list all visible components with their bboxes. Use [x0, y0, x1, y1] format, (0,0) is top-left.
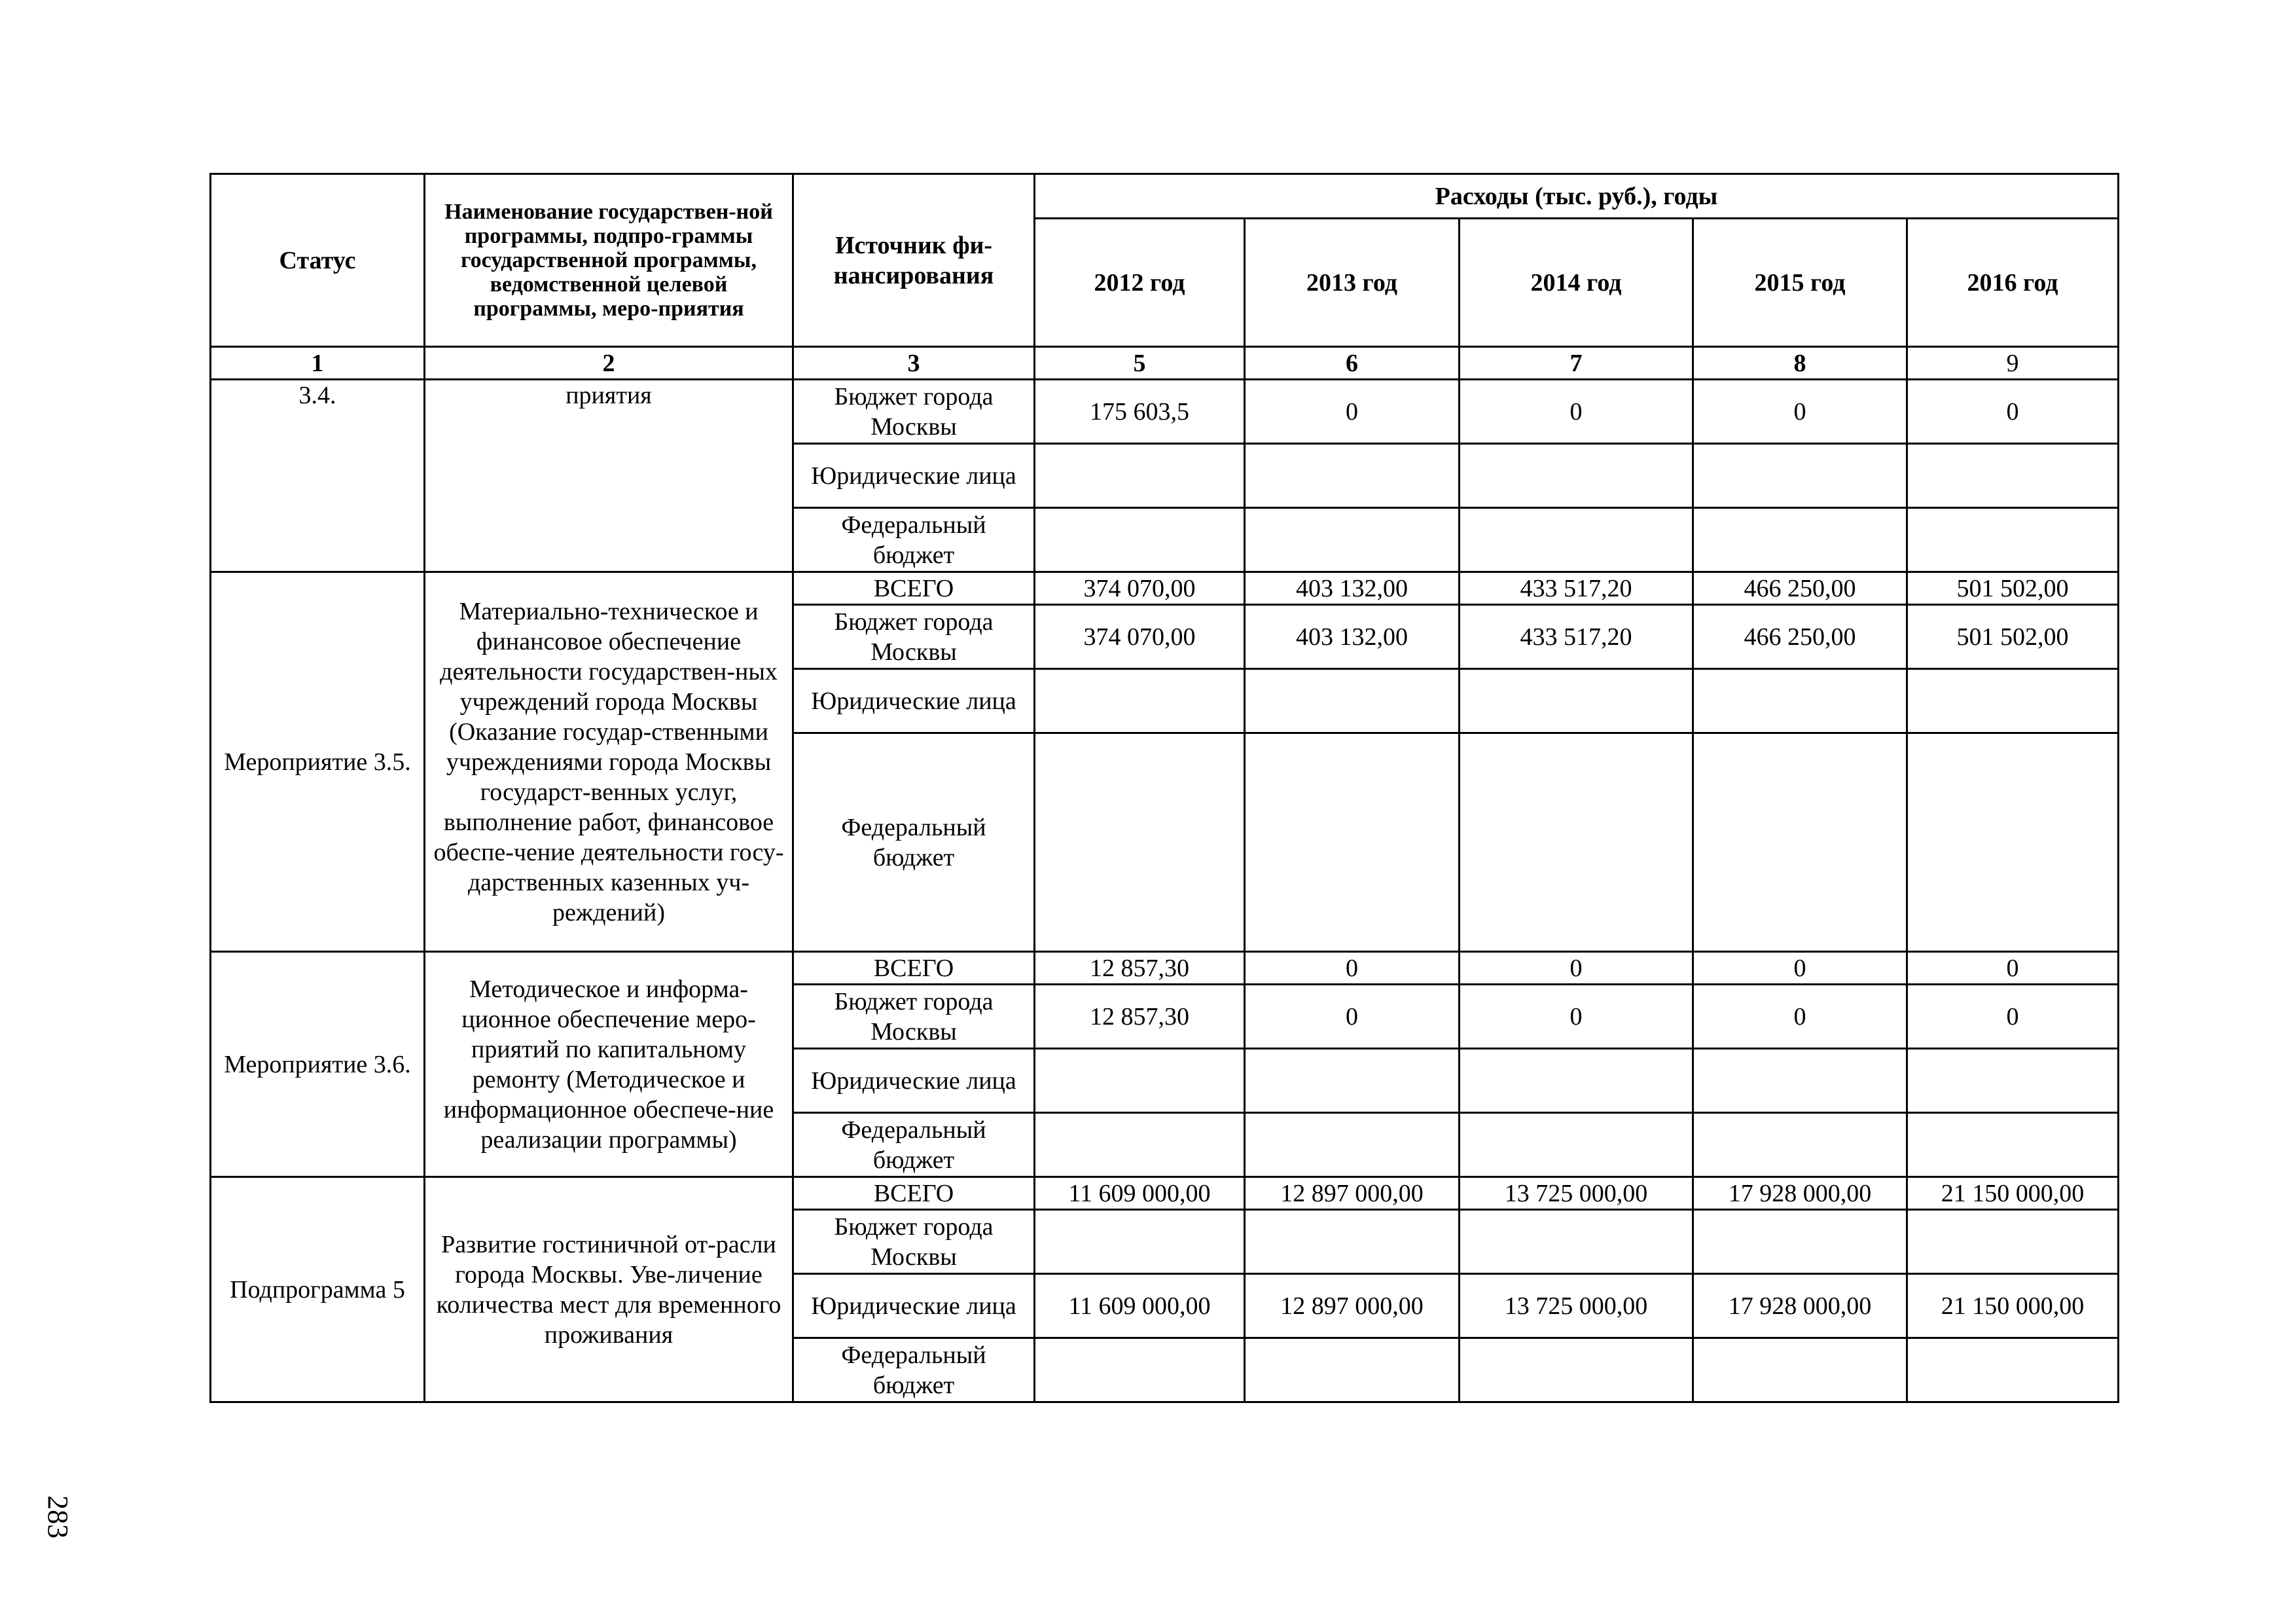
amount-cell: 17 928 000,00: [1693, 1274, 1907, 1338]
amount-cell: [1693, 669, 1907, 733]
table-row: [211, 952, 2119, 985]
amount-cell: [1245, 669, 1460, 733]
funding-source-cell: ВСЕГО: [793, 572, 1035, 605]
funding-source-cell: Федеральный бюджет: [793, 733, 1035, 952]
amount-cell: 12 897 000,00: [1245, 1177, 1460, 1210]
amount-cell: [1907, 733, 2119, 952]
column-number: 2: [425, 347, 793, 380]
amount-cell: [1245, 444, 1460, 508]
budget-table: [209, 173, 2119, 1403]
funding-source-cell: Юридические лица: [793, 669, 1035, 733]
amount-cell: [1245, 733, 1460, 952]
header-year-2016: 2016 год: [1907, 219, 2119, 347]
funding-source-cell: Бюджет города Москвы: [793, 605, 1035, 669]
amount-cell: 12 897 000,00: [1245, 1274, 1460, 1338]
row-status: Мероприятие 3.6.: [211, 952, 425, 1177]
row-program-name: Развитие гостиничной от-расли города Москвы. Уве-личение количества мест для временного проживания: [425, 1177, 793, 1402]
amount-cell: 0: [1907, 380, 2119, 444]
amount-cell: 0: [1693, 985, 1907, 1049]
amount-cell: 0: [1907, 952, 2119, 985]
column-number: 6: [1245, 347, 1460, 380]
amount-cell: 0: [1460, 952, 1693, 985]
amount-cell: 13 725 000,00: [1460, 1274, 1693, 1338]
amount-cell: [1460, 444, 1693, 508]
amount-cell: [1460, 508, 1693, 572]
header-funding-source: Источник фи-нансирования: [793, 174, 1035, 347]
amount-cell: 13 725 000,00: [1460, 1177, 1693, 1210]
amount-cell: [1460, 1113, 1693, 1177]
funding-source-cell: Бюджет города Москвы: [793, 985, 1035, 1049]
funding-source-cell: Бюджет города Москвы: [793, 380, 1035, 444]
amount-cell: 11 609 000,00: [1035, 1177, 1245, 1210]
amount-cell: [1907, 1049, 2119, 1113]
header-year-2013: 2013 год: [1245, 219, 1460, 347]
amount-cell: 466 250,00: [1693, 605, 1907, 669]
amount-cell: 12 857,30: [1035, 952, 1245, 985]
amount-cell: [1693, 1338, 1907, 1402]
amount-cell: 17 928 000,00: [1693, 1177, 1907, 1210]
funding-source-cell: ВСЕГО: [793, 952, 1035, 985]
amount-cell: [1907, 508, 2119, 572]
amount-cell: [1907, 1210, 2119, 1274]
header-year-2014: 2014 год: [1460, 219, 1693, 347]
amount-cell: [1035, 1113, 1245, 1177]
column-number: 5: [1035, 347, 1245, 380]
amount-cell: [1907, 444, 2119, 508]
amount-cell: [1035, 1049, 1245, 1113]
header-program-name: Наименование государствен-ной программы, подпро-граммы государственной программы, ведомственной целевой программы, меро-приятия: [425, 174, 793, 347]
amount-cell: [1693, 733, 1907, 952]
amount-cell: 12 857,30: [1035, 985, 1245, 1049]
table-row: [211, 380, 2119, 444]
row-program-name: Материально-техническое и финансовое обеспечение деятельности государствен-ных учреждений города Москвы (Оказание государ-ственными учреждениями города Москвы государст-венных услуг, выполнение работ, финансовое обеспе-чение деятельности госу-дарственных казенных уч-реждений): [425, 572, 793, 952]
amount-cell: 21 150 000,00: [1907, 1274, 2119, 1338]
amount-cell: [1693, 444, 1907, 508]
amount-cell: [1245, 1338, 1460, 1402]
amount-cell: [1907, 1338, 2119, 1402]
amount-cell: 403 132,00: [1245, 605, 1460, 669]
funding-source-cell: Юридические лица: [793, 444, 1035, 508]
amount-cell: 466 250,00: [1693, 572, 1907, 605]
amount-cell: 0: [1245, 952, 1460, 985]
row-status: Мероприятие 3.5.: [211, 572, 425, 952]
amount-cell: 0: [1460, 380, 1693, 444]
amount-cell: [1693, 1049, 1907, 1113]
funding-source-cell: Юридические лица: [793, 1274, 1035, 1338]
amount-cell: 433 517,20: [1460, 572, 1693, 605]
amount-cell: 0: [1245, 985, 1460, 1049]
amount-cell: [1693, 508, 1907, 572]
amount-cell: 0: [1693, 380, 1907, 444]
amount-cell: 0: [1693, 952, 1907, 985]
column-number: 8: [1693, 347, 1907, 380]
amount-cell: [1693, 1113, 1907, 1177]
amount-cell: 501 502,00: [1907, 572, 2119, 605]
row-status: Подпрограмма 5: [211, 1177, 425, 1402]
amount-cell: 21 150 000,00: [1907, 1177, 2119, 1210]
amount-cell: [1907, 1113, 2119, 1177]
funding-source-cell: ВСЕГО: [793, 1177, 1035, 1210]
funding-source-cell: Федеральный бюджет: [793, 1113, 1035, 1177]
amount-cell: 374 070,00: [1035, 572, 1245, 605]
header-status: Статус: [211, 174, 425, 347]
amount-cell: 11 609 000,00: [1035, 1274, 1245, 1338]
column-number: 1: [211, 347, 425, 380]
amount-cell: 175 603,5: [1035, 380, 1245, 444]
amount-cell: [1460, 1338, 1693, 1402]
funding-source-cell: Бюджет города Москвы: [793, 1210, 1035, 1274]
amount-cell: [1907, 669, 2119, 733]
amount-cell: [1460, 1049, 1693, 1113]
amount-cell: [1460, 669, 1693, 733]
amount-cell: [1693, 1210, 1907, 1274]
amount-cell: [1035, 1210, 1245, 1274]
amount-cell: [1460, 1210, 1693, 1274]
amount-cell: [1245, 1113, 1460, 1177]
header-year-2012: 2012 год: [1035, 219, 1245, 347]
amount-cell: 403 132,00: [1245, 572, 1460, 605]
amount-cell: [1035, 1338, 1245, 1402]
column-number: 3: [793, 347, 1035, 380]
amount-cell: [1035, 733, 1245, 952]
amount-cell: 0: [1460, 985, 1693, 1049]
amount-cell: [1245, 1049, 1460, 1113]
funding-source-cell: Юридические лица: [793, 1049, 1035, 1113]
column-number: 7: [1460, 347, 1693, 380]
column-number: 9: [1907, 347, 2119, 380]
header-expenses: Расходы (тыс. руб.), годы: [1035, 174, 2119, 219]
amount-cell: 501 502,00: [1907, 605, 2119, 669]
page-number: 283: [42, 1495, 74, 1539]
amount-cell: 374 070,00: [1035, 605, 1245, 669]
amount-cell: 0: [1245, 380, 1460, 444]
table-row: [211, 572, 2119, 605]
amount-cell: [1035, 508, 1245, 572]
amount-cell: 433 517,20: [1460, 605, 1693, 669]
amount-cell: [1460, 733, 1693, 952]
row-program-name: приятия: [425, 380, 793, 572]
header-year-2015: 2015 год: [1693, 219, 1907, 347]
amount-cell: [1245, 1210, 1460, 1274]
funding-source-cell: Федеральный бюджет: [793, 1338, 1035, 1402]
amount-cell: [1035, 669, 1245, 733]
row-status: 3.4.: [211, 380, 425, 572]
amount-cell: [1245, 508, 1460, 572]
funding-source-cell: Федеральный бюджет: [793, 508, 1035, 572]
amount-cell: 0: [1907, 985, 2119, 1049]
table-row: [211, 1177, 2119, 1210]
row-program-name: Методическое и информа-ционное обеспечение меро-приятий по капитальному ремонту (Методическое и информационное обеспече-ние реализации программы): [425, 952, 793, 1177]
amount-cell: [1035, 444, 1245, 508]
